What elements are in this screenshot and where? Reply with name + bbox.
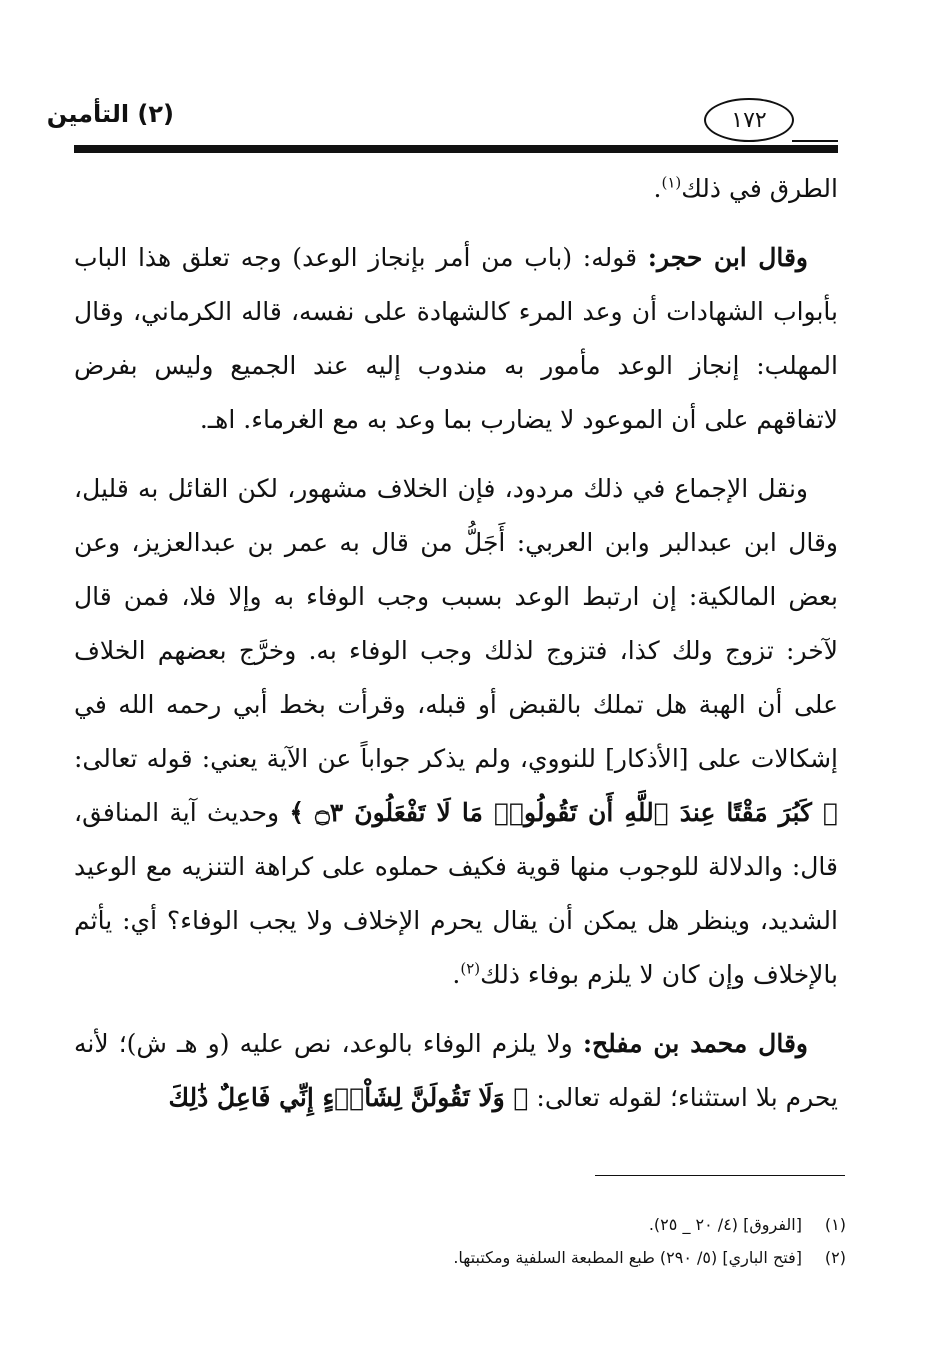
paragraph-ibn-hajar (74, 231, 838, 447)
speaker-name: وقال ابن حجر: (647, 243, 808, 272)
paragraph-text: ولا يلزم الوفاء بالوعد، نص عليه (و هـ ش)؛ لأنه يحرم بلا استثناء؛ لقوله تعالى: (74, 1029, 838, 1112)
paragraph-end: . (452, 960, 461, 989)
footnote-text: [الفروق] (٤/ ٢٠ _ ٢٥). (648, 1215, 802, 1234)
footnote-item (74, 1208, 846, 1241)
paragraph-continuation (74, 162, 838, 216)
running-title: (٢) التأمين (46, 100, 174, 128)
quran-verse: ﴿ وَلَا تَقُولَنَّ لِشَاْىۡءٍ إِنِّي فَاعِلٌ ذَٰلِكَ (168, 1083, 529, 1112)
paragraph-text: الطرق في ذلك (681, 174, 838, 203)
main-text (74, 162, 838, 1140)
page-number-oval (704, 98, 794, 142)
speaker-name: وقال محمد بن مفلح: (582, 1029, 808, 1058)
paragraph-text: قوله: (باب من أمر بإنجاز الوعد) وجه تعلق هذا الباب بأبواب الشهادات أن وعد المرء كالشهادة على نفسه، قاله الكرماني، وقال المهلب: إنجاز الوعد مأمور به مندوب إليه عند الجميع وليس بفرض لاتفاقهم على أن الموعود لا يضارب بما وعد به مع الغرماء. اهـ. (74, 243, 838, 434)
paragraph-text: ونقل الإجماع في ذلك مردود، فإن الخلاف مشهور، لكن القائل به قليل، وقال ابن عبدالبر وابن العربي: أَجَلُّ من قال به عمر بن عبدالعزيز، وعن بعض المالكية: إن ارتبط الوعد بسبب وجب الوفاء به وإلا فلا، فمن قال لآخر: تزوج ولك كذا، فتزوج لذلك وجب الوفاء به. وخرَّج بعضهم الخلاف على أن الهبة هل تملك بالقبض أو قبله، وقرأت بخط أبي رحمه الله في إشكالات على [الأذكار] للنووي، ولم يذكر جواباً عن الآية يعني: قوله تعالى: (74, 474, 838, 773)
page-number: ١٧٢ (731, 107, 767, 133)
footnote-number: (١) (824, 1215, 846, 1234)
paragraph-text-continued: وحديث آية المنافق، قال: والدلالة للوجوب منها قوية فكيف حملوه على كراهة التنزيه مع الوعيد الشديد، وينظر هل يمكن أن يقال يحرم الإخلاف ولا يجب الوفاء؟ أي: يأثم بالإخلاف وإن كان لا يلزم بوفاء ذلك (74, 798, 838, 989)
footnote-item (74, 1241, 846, 1274)
paragraph-ibn-muflih (74, 1017, 838, 1125)
paragraph-end: . (653, 174, 662, 203)
header-thin-rule (792, 140, 838, 142)
footnote-text: [فتح الباري] (٥/ ٢٩٠) طبع المطبعة السلفية ومكتبتها. (453, 1248, 802, 1267)
header-thick-rule (74, 145, 838, 153)
footnote-number: (٢) (824, 1248, 846, 1267)
page-header (0, 0, 934, 170)
footnote-separator (595, 1175, 845, 1176)
footnotes (74, 1208, 846, 1274)
footnote-ref: (٢) (460, 959, 481, 978)
paragraph-ijma (74, 462, 838, 1002)
quran-verse: ﴿ كَبُرَ مَقْتًا عِندَ ٱللَّهِ أَن تَقُولُوا۟ مَا لَا تَفْعَلُونَ ۝٣ ﴾ (289, 798, 838, 827)
footnote-ref: (١) (661, 173, 682, 192)
